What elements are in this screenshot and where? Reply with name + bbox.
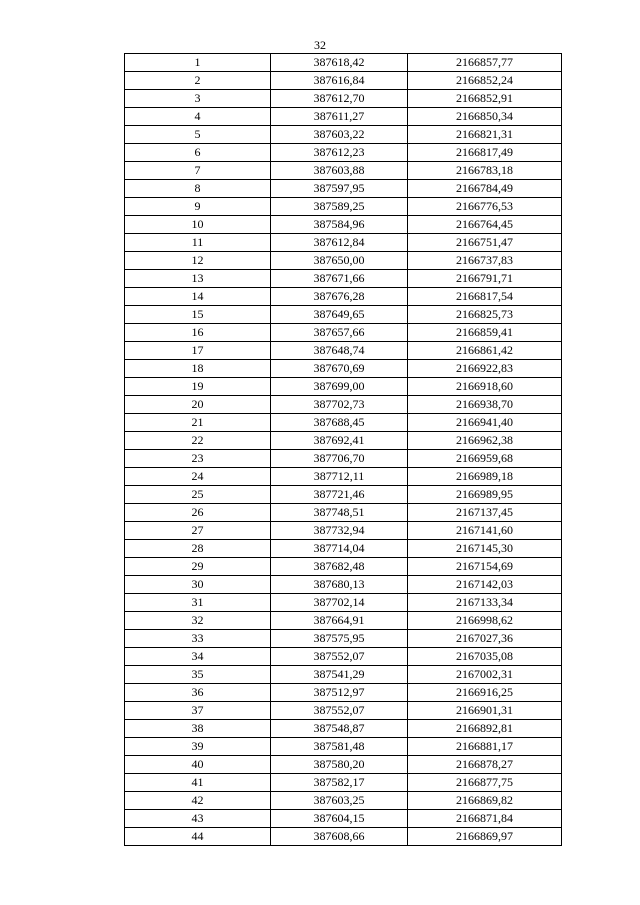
x-coordinate-cell: 387603,22 (271, 126, 408, 144)
x-coordinate-cell: 387603,25 (271, 792, 408, 810)
point-number-cell: 10 (125, 216, 271, 234)
point-number-cell: 42 (125, 792, 271, 810)
point-number-cell: 39 (125, 738, 271, 756)
point-number-cell: 22 (125, 432, 271, 450)
coordinates-table-body (125, 54, 562, 846)
y-coordinate-cell: 2166989,95 (408, 486, 562, 504)
table-row (125, 504, 562, 522)
y-coordinate-cell: 2166751,47 (408, 234, 562, 252)
y-coordinate-cell: 2166938,70 (408, 396, 562, 414)
x-coordinate-cell: 387612,84 (271, 234, 408, 252)
y-coordinate-cell: 2166817,49 (408, 144, 562, 162)
y-coordinate-cell: 2166962,38 (408, 432, 562, 450)
x-coordinate-cell: 387702,14 (271, 594, 408, 612)
table-row (125, 468, 562, 486)
y-coordinate-cell: 2167142,03 (408, 576, 562, 594)
y-coordinate-cell: 2166784,49 (408, 180, 562, 198)
y-coordinate-cell: 2166922,83 (408, 360, 562, 378)
point-number-cell: 7 (125, 162, 271, 180)
x-coordinate-cell: 387714,04 (271, 540, 408, 558)
x-coordinate-cell: 387597,95 (271, 180, 408, 198)
point-number-cell: 12 (125, 252, 271, 270)
point-number-cell: 15 (125, 306, 271, 324)
x-coordinate-cell: 387589,25 (271, 198, 408, 216)
x-coordinate-cell: 387612,70 (271, 90, 408, 108)
point-number-cell: 28 (125, 540, 271, 558)
y-coordinate-cell: 2166764,45 (408, 216, 562, 234)
table-row (125, 522, 562, 540)
x-coordinate-cell: 387649,65 (271, 306, 408, 324)
y-coordinate-cell: 2166861,42 (408, 342, 562, 360)
table-row (125, 252, 562, 270)
x-coordinate-cell: 387512,97 (271, 684, 408, 702)
y-coordinate-cell: 2166776,53 (408, 198, 562, 216)
x-coordinate-cell: 387581,48 (271, 738, 408, 756)
x-coordinate-cell: 387604,15 (271, 810, 408, 828)
point-number-cell: 37 (125, 702, 271, 720)
x-coordinate-cell: 387692,41 (271, 432, 408, 450)
table-row (125, 558, 562, 576)
x-coordinate-cell: 387552,07 (271, 648, 408, 666)
table-row (125, 360, 562, 378)
table-row (125, 540, 562, 558)
point-number-cell: 35 (125, 666, 271, 684)
point-number-cell: 2 (125, 72, 271, 90)
y-coordinate-cell: 2167137,45 (408, 504, 562, 522)
y-coordinate-cell: 2166918,60 (408, 378, 562, 396)
point-number-cell: 32 (125, 612, 271, 630)
y-coordinate-cell: 2166857,77 (408, 54, 562, 72)
point-number-cell: 23 (125, 450, 271, 468)
y-coordinate-cell: 2167035,08 (408, 648, 562, 666)
x-coordinate-cell: 387618,42 (271, 54, 408, 72)
point-number-cell: 21 (125, 414, 271, 432)
point-number-cell: 27 (125, 522, 271, 540)
table-row (125, 720, 562, 738)
point-number-cell: 1 (125, 54, 271, 72)
table-row (125, 666, 562, 684)
y-coordinate-cell: 2166783,18 (408, 162, 562, 180)
y-coordinate-cell: 2166959,68 (408, 450, 562, 468)
point-number-cell: 30 (125, 576, 271, 594)
point-number-cell: 17 (125, 342, 271, 360)
point-number-cell: 38 (125, 720, 271, 738)
point-number-cell: 14 (125, 288, 271, 306)
table-row (125, 792, 562, 810)
y-coordinate-cell: 2166877,75 (408, 774, 562, 792)
x-coordinate-cell: 387552,07 (271, 702, 408, 720)
point-number-cell: 19 (125, 378, 271, 396)
table-row (125, 270, 562, 288)
table-row (125, 108, 562, 126)
x-coordinate-cell: 387575,95 (271, 630, 408, 648)
y-coordinate-cell: 2167027,36 (408, 630, 562, 648)
x-coordinate-cell: 387671,66 (271, 270, 408, 288)
y-coordinate-cell: 2166869,82 (408, 792, 562, 810)
x-coordinate-cell: 387682,48 (271, 558, 408, 576)
x-coordinate-cell: 387608,66 (271, 828, 408, 846)
table-row (125, 756, 562, 774)
table-row (125, 216, 562, 234)
x-coordinate-cell: 387748,51 (271, 504, 408, 522)
table-row (125, 288, 562, 306)
y-coordinate-cell: 2167141,60 (408, 522, 562, 540)
point-number-cell: 11 (125, 234, 271, 252)
table-row (125, 342, 562, 360)
table-row (125, 828, 562, 846)
table-row (125, 612, 562, 630)
table-row (125, 774, 562, 792)
y-coordinate-cell: 2167002,31 (408, 666, 562, 684)
table-row (125, 810, 562, 828)
point-number-cell: 41 (125, 774, 271, 792)
x-coordinate-cell: 387688,45 (271, 414, 408, 432)
x-coordinate-cell: 387680,13 (271, 576, 408, 594)
x-coordinate-cell: 387702,73 (271, 396, 408, 414)
x-coordinate-cell: 387712,11 (271, 468, 408, 486)
y-coordinate-cell: 2167145,30 (408, 540, 562, 558)
x-coordinate-cell: 387584,96 (271, 216, 408, 234)
x-coordinate-cell: 387580,20 (271, 756, 408, 774)
y-coordinate-cell: 2167133,34 (408, 594, 562, 612)
x-coordinate-cell: 387603,88 (271, 162, 408, 180)
x-coordinate-cell: 387664,91 (271, 612, 408, 630)
table-row (125, 234, 562, 252)
y-coordinate-cell: 2166989,18 (408, 468, 562, 486)
table-row (125, 414, 562, 432)
x-coordinate-cell: 387650,00 (271, 252, 408, 270)
point-number-cell: 3 (125, 90, 271, 108)
x-coordinate-cell: 387676,28 (271, 288, 408, 306)
table-row (125, 306, 562, 324)
y-coordinate-cell: 2166817,54 (408, 288, 562, 306)
table-row (125, 144, 562, 162)
point-number-cell: 4 (125, 108, 271, 126)
point-number-cell: 33 (125, 630, 271, 648)
y-coordinate-cell: 2166998,62 (408, 612, 562, 630)
y-coordinate-cell: 2166892,81 (408, 720, 562, 738)
y-coordinate-cell: 2166850,34 (408, 108, 562, 126)
table-row (125, 324, 562, 342)
table-row (125, 450, 562, 468)
x-coordinate-cell: 387582,17 (271, 774, 408, 792)
table-row (125, 72, 562, 90)
x-coordinate-cell: 387611,27 (271, 108, 408, 126)
page-number: 32 (314, 38, 326, 52)
x-coordinate-cell: 387616,84 (271, 72, 408, 90)
x-coordinate-cell: 387657,66 (271, 324, 408, 342)
point-number-cell: 13 (125, 270, 271, 288)
table-row (125, 198, 562, 216)
y-coordinate-cell: 2166859,41 (408, 324, 562, 342)
point-number-cell: 8 (125, 180, 271, 198)
table-row (125, 684, 562, 702)
point-number-cell: 16 (125, 324, 271, 342)
y-coordinate-cell: 2166916,25 (408, 684, 562, 702)
table-row (125, 630, 562, 648)
table-row (125, 180, 562, 198)
y-coordinate-cell: 2166869,97 (408, 828, 562, 846)
x-coordinate-cell: 387541,29 (271, 666, 408, 684)
y-coordinate-cell: 2166852,24 (408, 72, 562, 90)
y-coordinate-cell: 2166791,71 (408, 270, 562, 288)
point-number-cell: 6 (125, 144, 271, 162)
table-row (125, 162, 562, 180)
y-coordinate-cell: 2166901,31 (408, 702, 562, 720)
y-coordinate-cell: 2166821,31 (408, 126, 562, 144)
point-number-cell: 18 (125, 360, 271, 378)
y-coordinate-cell: 2166941,40 (408, 414, 562, 432)
table-row (125, 702, 562, 720)
x-coordinate-cell: 387648,74 (271, 342, 408, 360)
point-number-cell: 9 (125, 198, 271, 216)
point-number-cell: 5 (125, 126, 271, 144)
y-coordinate-cell: 2166881,17 (408, 738, 562, 756)
table-row (125, 738, 562, 756)
point-number-cell: 20 (125, 396, 271, 414)
y-coordinate-cell: 2166825,73 (408, 306, 562, 324)
x-coordinate-cell: 387612,23 (271, 144, 408, 162)
point-number-cell: 40 (125, 756, 271, 774)
point-number-cell: 24 (125, 468, 271, 486)
point-number-cell: 44 (125, 828, 271, 846)
x-coordinate-cell: 387706,70 (271, 450, 408, 468)
coordinates-table (124, 53, 562, 846)
point-number-cell: 29 (125, 558, 271, 576)
y-coordinate-cell: 2166852,91 (408, 90, 562, 108)
table-row (125, 378, 562, 396)
y-coordinate-cell: 2166878,27 (408, 756, 562, 774)
point-number-cell: 34 (125, 648, 271, 666)
y-coordinate-cell: 2166871,84 (408, 810, 562, 828)
table-row (125, 648, 562, 666)
x-coordinate-cell: 387732,94 (271, 522, 408, 540)
x-coordinate-cell: 387548,87 (271, 720, 408, 738)
x-coordinate-cell: 387721,46 (271, 486, 408, 504)
point-number-cell: 36 (125, 684, 271, 702)
table-row (125, 594, 562, 612)
table-row (125, 396, 562, 414)
table-row (125, 90, 562, 108)
x-coordinate-cell: 387670,69 (271, 360, 408, 378)
x-coordinate-cell: 387699,00 (271, 378, 408, 396)
table-row (125, 486, 562, 504)
table-row (125, 576, 562, 594)
point-number-cell: 25 (125, 486, 271, 504)
y-coordinate-cell: 2166737,83 (408, 252, 562, 270)
point-number-cell: 31 (125, 594, 271, 612)
point-number-cell: 43 (125, 810, 271, 828)
y-coordinate-cell: 2167154,69 (408, 558, 562, 576)
table-row (125, 54, 562, 72)
table-row (125, 126, 562, 144)
table-row (125, 432, 562, 450)
point-number-cell: 26 (125, 504, 271, 522)
